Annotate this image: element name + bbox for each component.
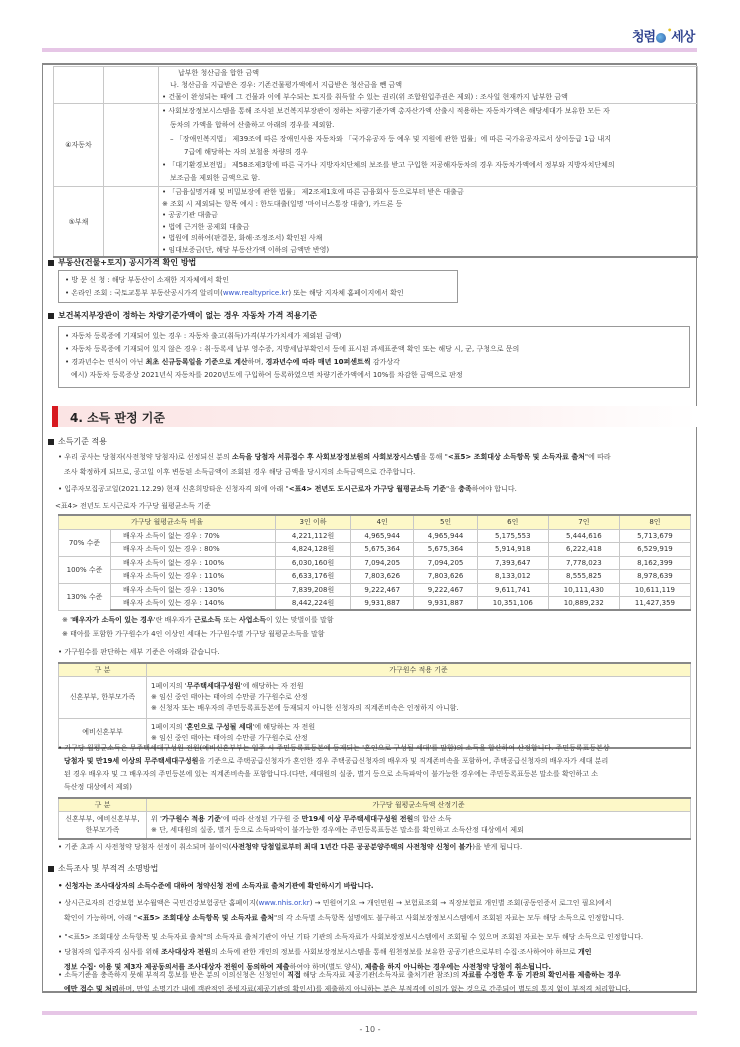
text-line: • 온라인 조회 : 국토교통부 부동산공시가격 알리미(www.realtyprice.kr) 또는 해당 지자체 홈페이지에서 확인 [65,289,404,297]
survey-paragraph-5: • 소득기준을 충족하지 못해 부적격 통보를 받은 분의 이의신청은 신청인이 직접 해당 소득자료 제공기관(소득자료 출처기관 참조)의 자료를 수정한 후 동 기관의 확인서를 제출하는 경우 에만 접수 및 처리하며, 만일 소명기간 내에 객관적인 증빙자료(제공기관의 확인서)를 제출하지 아니하는 분은 부적격에 이의가 없는 것으로 간주되어 별도의 통지 없이 부적격 처리합니다. [58,971,631,993]
text-line: 동차의 가액을 합하여 산출하고 아래의 경우를 제외함. [170,121,335,129]
table-header-row: 구 분 가구당 월평균소득액 산정기준 [59,798,691,811]
text-line: • 경과년수는 연식이 아닌 최초 신규등록일을 기준으로 계산하며, 경과년수에 따라 매년 10퍼센트씩 감가상각 [65,358,400,366]
section-heading-realty: 부동산(건물+토지) 공시가격 확인 방법 [48,257,196,268]
text-line: 보조금을 제외한 금액으로 함. [170,174,261,182]
text-line: 나. 청산금을 지급받은 경우: 기존건물평가액에서 지급받은 청산금을 뺀 금액 [170,81,403,89]
text-line: • 방 문 신 청 : 해당 부동산이 소재한 지자체에서 확인 [65,276,229,284]
car-price-info-box [58,326,690,388]
bottom-divider [42,1011,697,1015]
table-row: 신혼부부, 예비신혼부부, 한부모가족 위 '가구원수 적용 기준'에 따라 산정된 가구원 중 만19세 이상 무주택세대구성원 전원의 합산 소득 ※ 단, 세대원의 실종, 별거 등으로 소득파악이 불가능한 경우에는 주민등록표등본 말소를 확인하고 소득산정 대상에서 제외 [59,811,691,839]
level-cell: 130% 수준 [59,583,111,610]
table-header-row: 구 분 가구원수 적용 기준 [59,663,691,676]
text-line: 예시) 자동차 등록증상 2021년식 자동차를 2020년도에 구입하여 등록하였으면 차량기준가액에서 10%를 차감한 금액으로 판정 [71,371,463,379]
table-header-row [59,515,691,529]
text-line: • 자동차 등록증에 기재되어 있지 않은 경우 : 취·등록세 납부 영수증, 지방세납부확인서 등에 표시된 과세표준액 확인 또는 해당 시, 군, 구청으로 문의 [65,345,520,353]
nhis-link[interactable]: www.nhis.or.kr [258,899,310,907]
page-number: - 10 - [359,1025,381,1034]
row-label: ④자동차 [54,104,104,187]
logo [632,26,694,45]
level-cell: 100% 수준 [59,556,111,583]
text-line: • 법에 근거한 공제회 대출금 [162,222,250,231]
col-header: 6인 [477,515,548,529]
text-line: 7급에 해당하는 자의 보철용 차량의 경우 [184,148,308,156]
text-line: • 건물이 완성되는 때에 그 건물과 이에 부수되는 토지를 취득할 수 있는 권리(위 조합원입주권은 제외) : 조사일 현재까지 납부한 금액 [162,93,568,101]
square-bullet-icon [48,866,54,872]
section-heading-survey: 소득조사 및 부적격 소명방법 [48,863,158,874]
table-row: 배우자 소득이 있는 경우 : 110% 6,633,176원 7,803,626 7,803,626 8,133,012 8,555,825 8,978,639 [59,570,691,584]
square-bullet-icon [48,260,54,266]
text-line: – 「장애인복지법」 제39조에 따른 장애인사용 자동차와 「국가유공자 등 예우 및 지원에 관한 법률」에 따른 국가유공자로서 상이등급 1급 내지 [170,135,612,143]
household-count-table [58,662,691,749]
income-standard-table [58,514,691,611]
level-cell: 70% 수준 [59,529,111,556]
section-heading-car-price: 보건복지부장관이 정하는 차량기준가액이 없는 경우 자동차 가격 적용기준 [48,310,317,321]
survey-paragraph-4: • 당첨자의 입주자격 심사를 위해 조사대상자 전원의 소득에 관한 개인의 정보를 사회보장정보시스템을 통해 원천정보를 보유한 공공기관으로부터 수집·조사하여야 하므로 개인 정보 수집· 이용 및 제3자 제공동의서를 조사대상자 전원이 동의하여 제출하여야 하며(별도 양식), 제출을 하지 아니하는 경우에는 사전청약 당첨이 취소됩니다. [58,948,592,971]
text-line: 납부한 청산금을 합한 금액 [178,69,260,77]
red-accent-bar [52,406,58,427]
square-bullet-icon [48,313,54,319]
square-bullet-icon [48,439,54,445]
exceed-notice: • 기준 초과 시 사전청약 당첨자 선정이 취소되며 불이익(사전청약 당첨일로부터 최대 1년간 다른 공공분양주택의 사전청약 신청이 불가)을 받게 됩니다. [58,843,523,851]
chapter-heading [52,406,697,427]
text-line: ※ 조회 시 제외되는 항목 예시 : 한도대출(일명 '마이너스통장 대출'), 카드론 등 [162,199,403,208]
col-header: 5인 [414,515,477,529]
monthly-income-paragraph: • 가구당 월평균소득은 무주택세대구성원 전원(예비신혼부부는 입주 시 주민등록표등본에 등재되는 '혼인으로 구성될 세대'를 말함)의 소득을 합산하여 산정합니다. 주민등록표등본상 당첨자 및 만19세 이상의 무주택세대구성원을 기준으로 주택공급신청자가 혼인한 경우 주택공급신청자의 배우자 및 직계존비속을 포함하여, 주택공급신청자의 배우자가 세대 분리 된 경우 배우자 및 그 배우자의 주민등본에 있는 직계존비속을 포함합니다.(다만, 세대원의 실종, 별거 등으로 소득파악이 불가능한 경우에는 주민등록표등본 말소를 확인하고 소 득산정 대상에서 제외) [58,744,610,791]
row-label: ⑤부채 [54,187,104,258]
chapter-title: 4. 소득 판정 기준 [70,411,165,425]
table-row [54,67,698,104]
asset-criteria-table [53,66,698,258]
col-header: 4인 [351,515,414,529]
col-header: 8인 [619,515,690,529]
household-intro: • 가구원수를 판단하는 세부 기준은 아래와 같습니다. [58,648,220,656]
text-line: • 사회보장정보시스템을 통해 조사된 보건복지부장관이 정하는 차량기준가액 총자산가액 산출시 적용하는 자동차가액은 해당세대가 보유한 모든 자 [162,107,610,115]
table-row: 70% 수준 배우자 소득이 없는 경우 : 70% 4,221,112원 4,965,944 4,965,944 5,175,553 5,444,616 5,713,679 [59,529,691,543]
survey-paragraph-1: • 신청자는 조사대상자의 소득수준에 대하여 청약신청 전에 소득자료 출처기관에 확인하시기 바랍니다. [58,882,374,890]
col-header: 3인 이하 [276,515,351,529]
realty-info-box [58,270,458,303]
table4-caption: <표4> 전년도 도시근로자 가구당 월평균소득 기준 [55,502,211,510]
income-std-paragraph-1: • 우리 공사는 당첨자(사전청약 당첨자)로 선정되신 분의 소득을 당첨자 서류접수 후 사회보장정보원의 사회보장시스템을 통해 "<표5> 조회대상 소득항목 및 소득자료 출처"에 따라 조사 확정하게 되므로, 공고일 이후 변동된 소득금액이 조회된 경우 해당 금액을 당시지의 소득금액으로 간주합니다. [58,453,611,476]
realtyprice-link[interactable]: www.realtyprice.kr [222,289,289,297]
text-line: • 법원에 의하여(판결문, 화해·조정조서) 확인된 사채 [162,234,323,242]
survey-paragraph-2: • 상시근로자의 건강보험 보수월액은 국민건강보험공단 홈페이지(www.nhis.or.kr) → 민원여기요 → 개인민원 → 보험료조회 → 직장보험료 개인별 조회(공동인증서 로그인 필요)에서 확인이 가능하며, 아래 "<표5> 조회대상 소득항목 및 소득자료 출처"의 각 소득별 소득항목 설명에도 불구하고 사회보장정보시스템에서 조회된 자료는 모두 해당 소득으로 인정합니다. [58,899,624,922]
income-std-paragraph-2: • 입주자모집공고일(2021.12.29) 현재 신혼희망타운 신청자격 외에 아래 "<표4> 전년도 도시근로자 가구당 월평균소득 기준"을 충족하여야 합니다. [58,485,517,493]
text-line: • 공공기관 대출금 [162,211,218,219]
table-row-debt [54,187,698,258]
globe-icon [656,33,666,43]
table-row: 130% 수준 배우자 소득이 없는 경우 : 130% 7,839,208원 9,222,467 9,222,467 9,611,741 10,111,430 10,611,119 [59,583,691,597]
table-row: 예비신혼부부 1페이지의 '혼인으로 구성될 세대'에 해당하는 자 전원 ※ 임신 중인 태아는 태아의 수만큼 가구원수로 산정 [59,718,691,748]
col-header: 7인 [548,515,619,529]
table4-note-2: ※ 태아를 포함한 가구원수가 4인 이상인 세대는 가구원수별 가구당 월평균소득을 말함 [62,630,325,638]
survey-paragraph-3: • "<표5> 조회대상 소득항목 및 소득자료 출처"의 소득자료 출처기관이 아닌 기타 기관의 소득자료가 사회보장정보시스템에서 조회될 수 있으며 조회된 자료는 모두 해당 소득으로 인정합니다. [58,933,644,941]
text-line: • 자동차 등록증에 기재되어 있는 경우 : 자동차 출고(취득)가격(부가가치세가 제외된 금액) [65,332,342,340]
table-row-car [54,104,698,187]
col-header-ratio: 가구당 월평균소득 비율 [59,515,276,529]
table-row: 100% 수준 배우자 소득이 없는 경우 : 100% 6,030,160원 7,094,205 7,094,205 7,393,647 7,778,023 8,162,399 [59,556,691,570]
logo-text-left: 청렴 [632,30,656,45]
logo-text-right: 세상 [671,30,695,45]
text-line: • 「대기환경보전법」 제58조제3항에 따른 국가나 지방자치단체의 보조를 받고 구입한 저공해자동차의 경우 자동차가액에서 정부와 지방자치단체의 [162,161,615,169]
text-line: • 임대보증금(단, 해당 부동산가액 이하의 금액만 반영) [162,245,330,254]
table4-note-1: ※ '배우자가 소득이 있는 경우'란 배우자가 근로소득 또는 사업소득이 있는 맞벌이를 말함 [62,616,334,624]
table-row: 신혼부부, 한부모가족 1페이지의 '무주택세대구성원'에 해당하는 자 전원 ※ 임신 중인 태아는 태아의 수만큼 가구원수로 산정 ※ 신청자 또는 배우자의 주민등록표등본에 등재되지 아니한 신청자의 직계존비속은 인정하지 아니함. [59,676,691,718]
section-heading-income-std: 소득기준 적용 [48,436,107,447]
monthly-income-calc-table [58,797,691,840]
table-row: 배우자 소득이 있는 경우 : 80% 4,824,128원 5,675,364 5,675,364 5,914,918 6,222,418 6,529,919 [59,543,691,557]
sparkle-icon: • [667,26,672,35]
table-row: 배우자 소득이 있는 경우 : 140% 8,442,224원 9,931,887 9,931,887 10,351,106 10,889,232 11,427,359 [59,597,691,611]
top-divider [42,48,697,52]
text-line: • 「금융실명거래 및 비밀보장에 관한 법률」 제2조제1호에 따른 금융회사 등으로부터 받은 대출금 [162,188,464,196]
